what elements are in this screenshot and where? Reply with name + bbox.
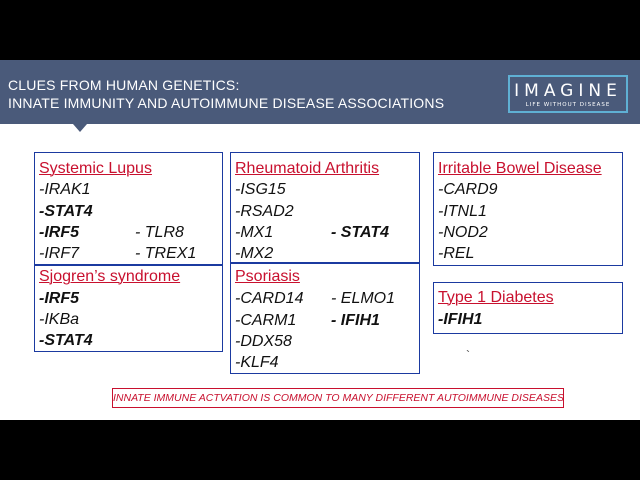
slide-title-line2: INNATE IMMUNITY AND AUTOIMMUNE DISEASE ASSOCIATIONS — [8, 95, 445, 111]
gene-stat4: - STAT4 — [331, 224, 390, 241]
psoriasis-title: Psoriasis — [235, 268, 300, 285]
ibd-title: Irritable Bowel Disease — [438, 160, 602, 177]
gene-ikba: -IKBa — [39, 311, 80, 328]
slide-title-line1: CLUES FROM HUMAN GENETICS: — [8, 77, 240, 93]
psoriasis-box — [230, 262, 420, 374]
sjogren-title: Sjogren’s syndrome — [39, 268, 181, 285]
gene-carm1: -CARM1 — [235, 312, 297, 329]
gene-irf7: -IRF7 — [39, 245, 79, 262]
gene-nod2: -NOD2 — [438, 224, 488, 241]
slide-header — [0, 60, 640, 124]
gene-klf4: -KLF4 — [235, 354, 279, 371]
gene-elmo1: - ELMO1 — [331, 290, 396, 307]
gene-card14: -CARD14 — [235, 290, 304, 307]
gene-irf5: -IRF5 — [39, 290, 79, 307]
gene-stat4: -STAT4 — [39, 203, 93, 220]
slide — [0, 60, 640, 420]
logo-tagline: LIFE WITHOUT DISEASE — [525, 102, 611, 108]
lupus-box — [34, 152, 223, 266]
gene-ifih1: -IFIH1 — [438, 311, 483, 328]
stray-mark: ` — [466, 348, 470, 362]
gene-irf5: -IRF5 — [39, 224, 79, 241]
gene-irak1: -IRAK1 — [39, 181, 91, 198]
gene-itnl1: -ITNL1 — [438, 203, 487, 220]
header-pointer — [73, 124, 87, 132]
lupus-title: Systemic Lupus — [39, 160, 152, 177]
gene-rel: -REL — [438, 245, 475, 262]
gene-mx1: -MX1 — [235, 224, 274, 241]
summary-banner: INNATE IMMUNE ACTVATION IS COMMON TO MANY DIFFERENT AUTOIMMUNE DISEASES — [112, 388, 564, 408]
gene-stat4: -STAT4 — [39, 332, 93, 349]
imagine-logo — [508, 75, 628, 113]
gene-ddx58: -DDX58 — [235, 333, 292, 350]
gene-trex1: - TREX1 — [135, 245, 197, 262]
gene-mx2: -MX2 — [235, 245, 274, 262]
sjogren-box — [34, 264, 223, 352]
gene-rsad2: -RSAD2 — [235, 203, 294, 220]
gene-card9: -CARD9 — [438, 181, 498, 198]
ra-box — [230, 152, 420, 264]
gene-isg15: -ISG15 — [235, 181, 286, 198]
gene-tlr8: - TLR8 — [135, 224, 184, 241]
t1d-title: Type 1 Diabetes — [438, 289, 554, 306]
t1d-box — [433, 282, 623, 334]
ibd-box — [433, 152, 623, 266]
gene-ifih1: - IFIH1 — [331, 312, 380, 329]
ra-title: Rheumatoid Arthritis — [235, 160, 380, 177]
logo-word: IMAGINE — [514, 81, 622, 101]
